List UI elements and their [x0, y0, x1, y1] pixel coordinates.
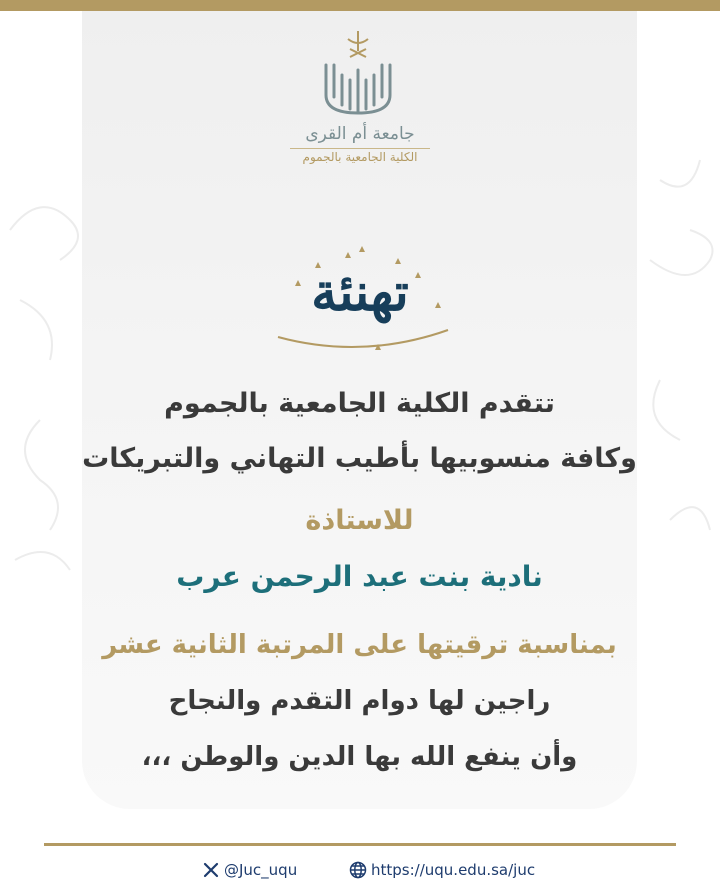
website-link[interactable]: [349, 858, 535, 882]
college-name: الكلية الجامعية بالجموم: [302, 150, 418, 164]
x-handle: @Juc_uqu: [224, 861, 298, 879]
university-logo-icon: [318, 25, 398, 120]
university-name: جامعة أم القرى: [305, 124, 415, 144]
x-account-link[interactable]: [202, 858, 297, 882]
message-line-7: وأن ينفع الله بها الدين والوطن ،،،: [141, 742, 578, 772]
message-line-6: راجين لها دوام التقدم والنجاح: [168, 686, 551, 716]
message-line-2: وكافة منسوبيها بأطيب التهاني والتبريكات: [82, 443, 637, 474]
message-line-1: تتقدم الكلية الجامعية بالجموم: [164, 388, 555, 419]
website-url: https://uqu.edu.sa/juc: [371, 861, 536, 879]
recipient-title: للاستاذة: [305, 505, 414, 536]
greeting-title: تهنئة: [311, 262, 409, 323]
top-gold-bar: [0, 0, 720, 11]
footer-divider: [44, 843, 676, 846]
recipient-name: نادية بنت عبد الرحمن عرب: [176, 560, 543, 593]
occasion-line: بمناسبة ترقيتها على المرتبة الثانية عشر: [102, 630, 617, 660]
globe-icon: [349, 861, 367, 879]
x-logo-icon: [202, 861, 220, 879]
logo-divider: [290, 148, 430, 149]
